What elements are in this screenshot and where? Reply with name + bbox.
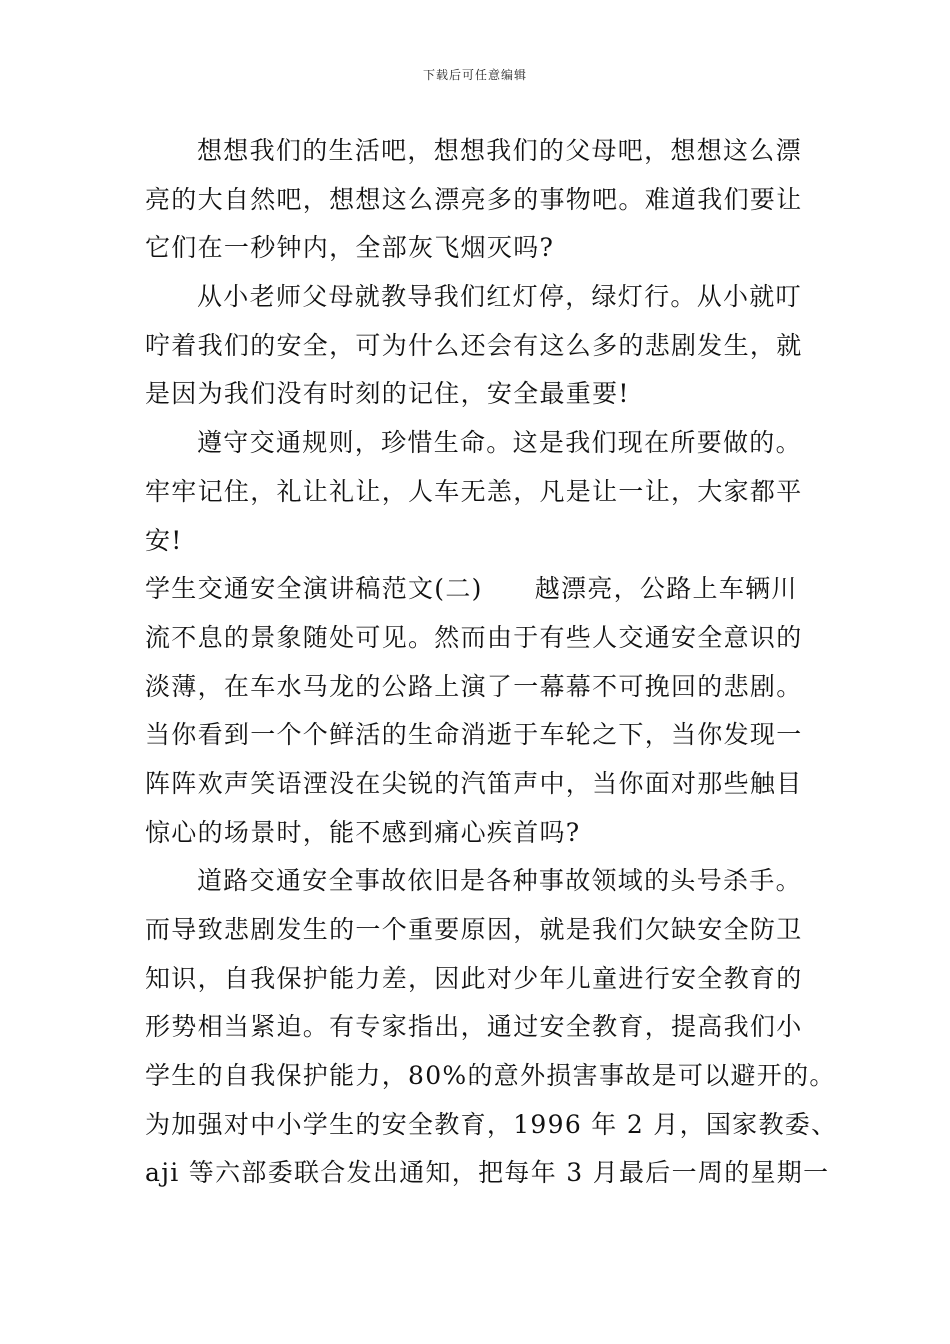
header-note: 下载后可任意编辑: [422, 68, 527, 82]
paragraph-line: 阵阵欢声笑语湮没在尖锐的汽笛声中，当你面对那些触目: [145, 768, 803, 798]
paragraph-line: 惊心的场景时，能不感到痛心疾首吗?: [145, 817, 581, 847]
paragraph-line: 而导致悲剧发生的一个重要原因，就是我们欠缺安全防卫: [145, 915, 803, 944]
paragraph-line: 道路交通安全事故依旧是各种事故领域的头号杀手。: [197, 866, 802, 896]
paragraph-line: 学生的自我保护能力，80%的意外损害事故是可以避开的。: [145, 1061, 836, 1091]
paragraph-line: 从小老师父母就教导我们红灯停，绿灯行。从小就叮: [197, 282, 802, 312]
paragraph-line: 当你看到一个个鲜活的生命消逝于车轮之下，当你发现一: [145, 720, 803, 750]
paragraph-fragment: 越漂亮，公路上车辆川: [534, 574, 798, 604]
paragraph-line: 为加强对中小学生的安全教育，1996 年 2 月，国家教委、: [145, 1109, 838, 1139]
section-heading: 学生交通安全演讲稿范文(二): [145, 574, 483, 604]
paragraph-line: 牢牢记住，礼让礼让，人车无恙，凡是让一让，大家都平: [145, 476, 803, 506]
paragraph-line: 咛着我们的安全，可为什么还会有这么多的悲剧发生，就: [145, 330, 803, 360]
paragraph-line: 它们在一秒钟内，全部灰飞烟灭吗?: [145, 233, 555, 263]
paragraph-line: 遵守交通规则，珍惜生命。这是我们现在所要做的。: [197, 428, 802, 458]
paragraph-line: 想想我们的生活吧，想想我们的父母吧，想想这么漂: [197, 136, 802, 165]
paragraph-line: aji 等六部委联合发出通知，把每年 3 月最后一周的星期一: [145, 1158, 830, 1188]
paragraph-line: 淡薄，在车水马龙的公路上演了一幕幕不可挽回的悲剧。: [145, 671, 803, 701]
paragraph-line: 安!: [145, 525, 183, 555]
paragraph-line: 是因为我们没有时刻的记住，安全最重要!: [145, 379, 630, 409]
paragraph-line: 流不息的景象随处可见。然而由于有些人交通安全意识的: [145, 622, 803, 652]
paragraph-line: 形势相当紧迫。有专家指出，通过安全教育，提高我们小: [145, 1012, 803, 1042]
paragraph-line: 亮的大自然吧，想想这么漂亮多的事物吧。难道我们要让: [145, 184, 803, 214]
section-heading-line: [145, 565, 817, 614]
paragraph-line: 知识，自我保护能力差，因此对少年儿童进行安全教育的: [145, 963, 803, 993]
body-text: [145, 127, 838, 1198]
